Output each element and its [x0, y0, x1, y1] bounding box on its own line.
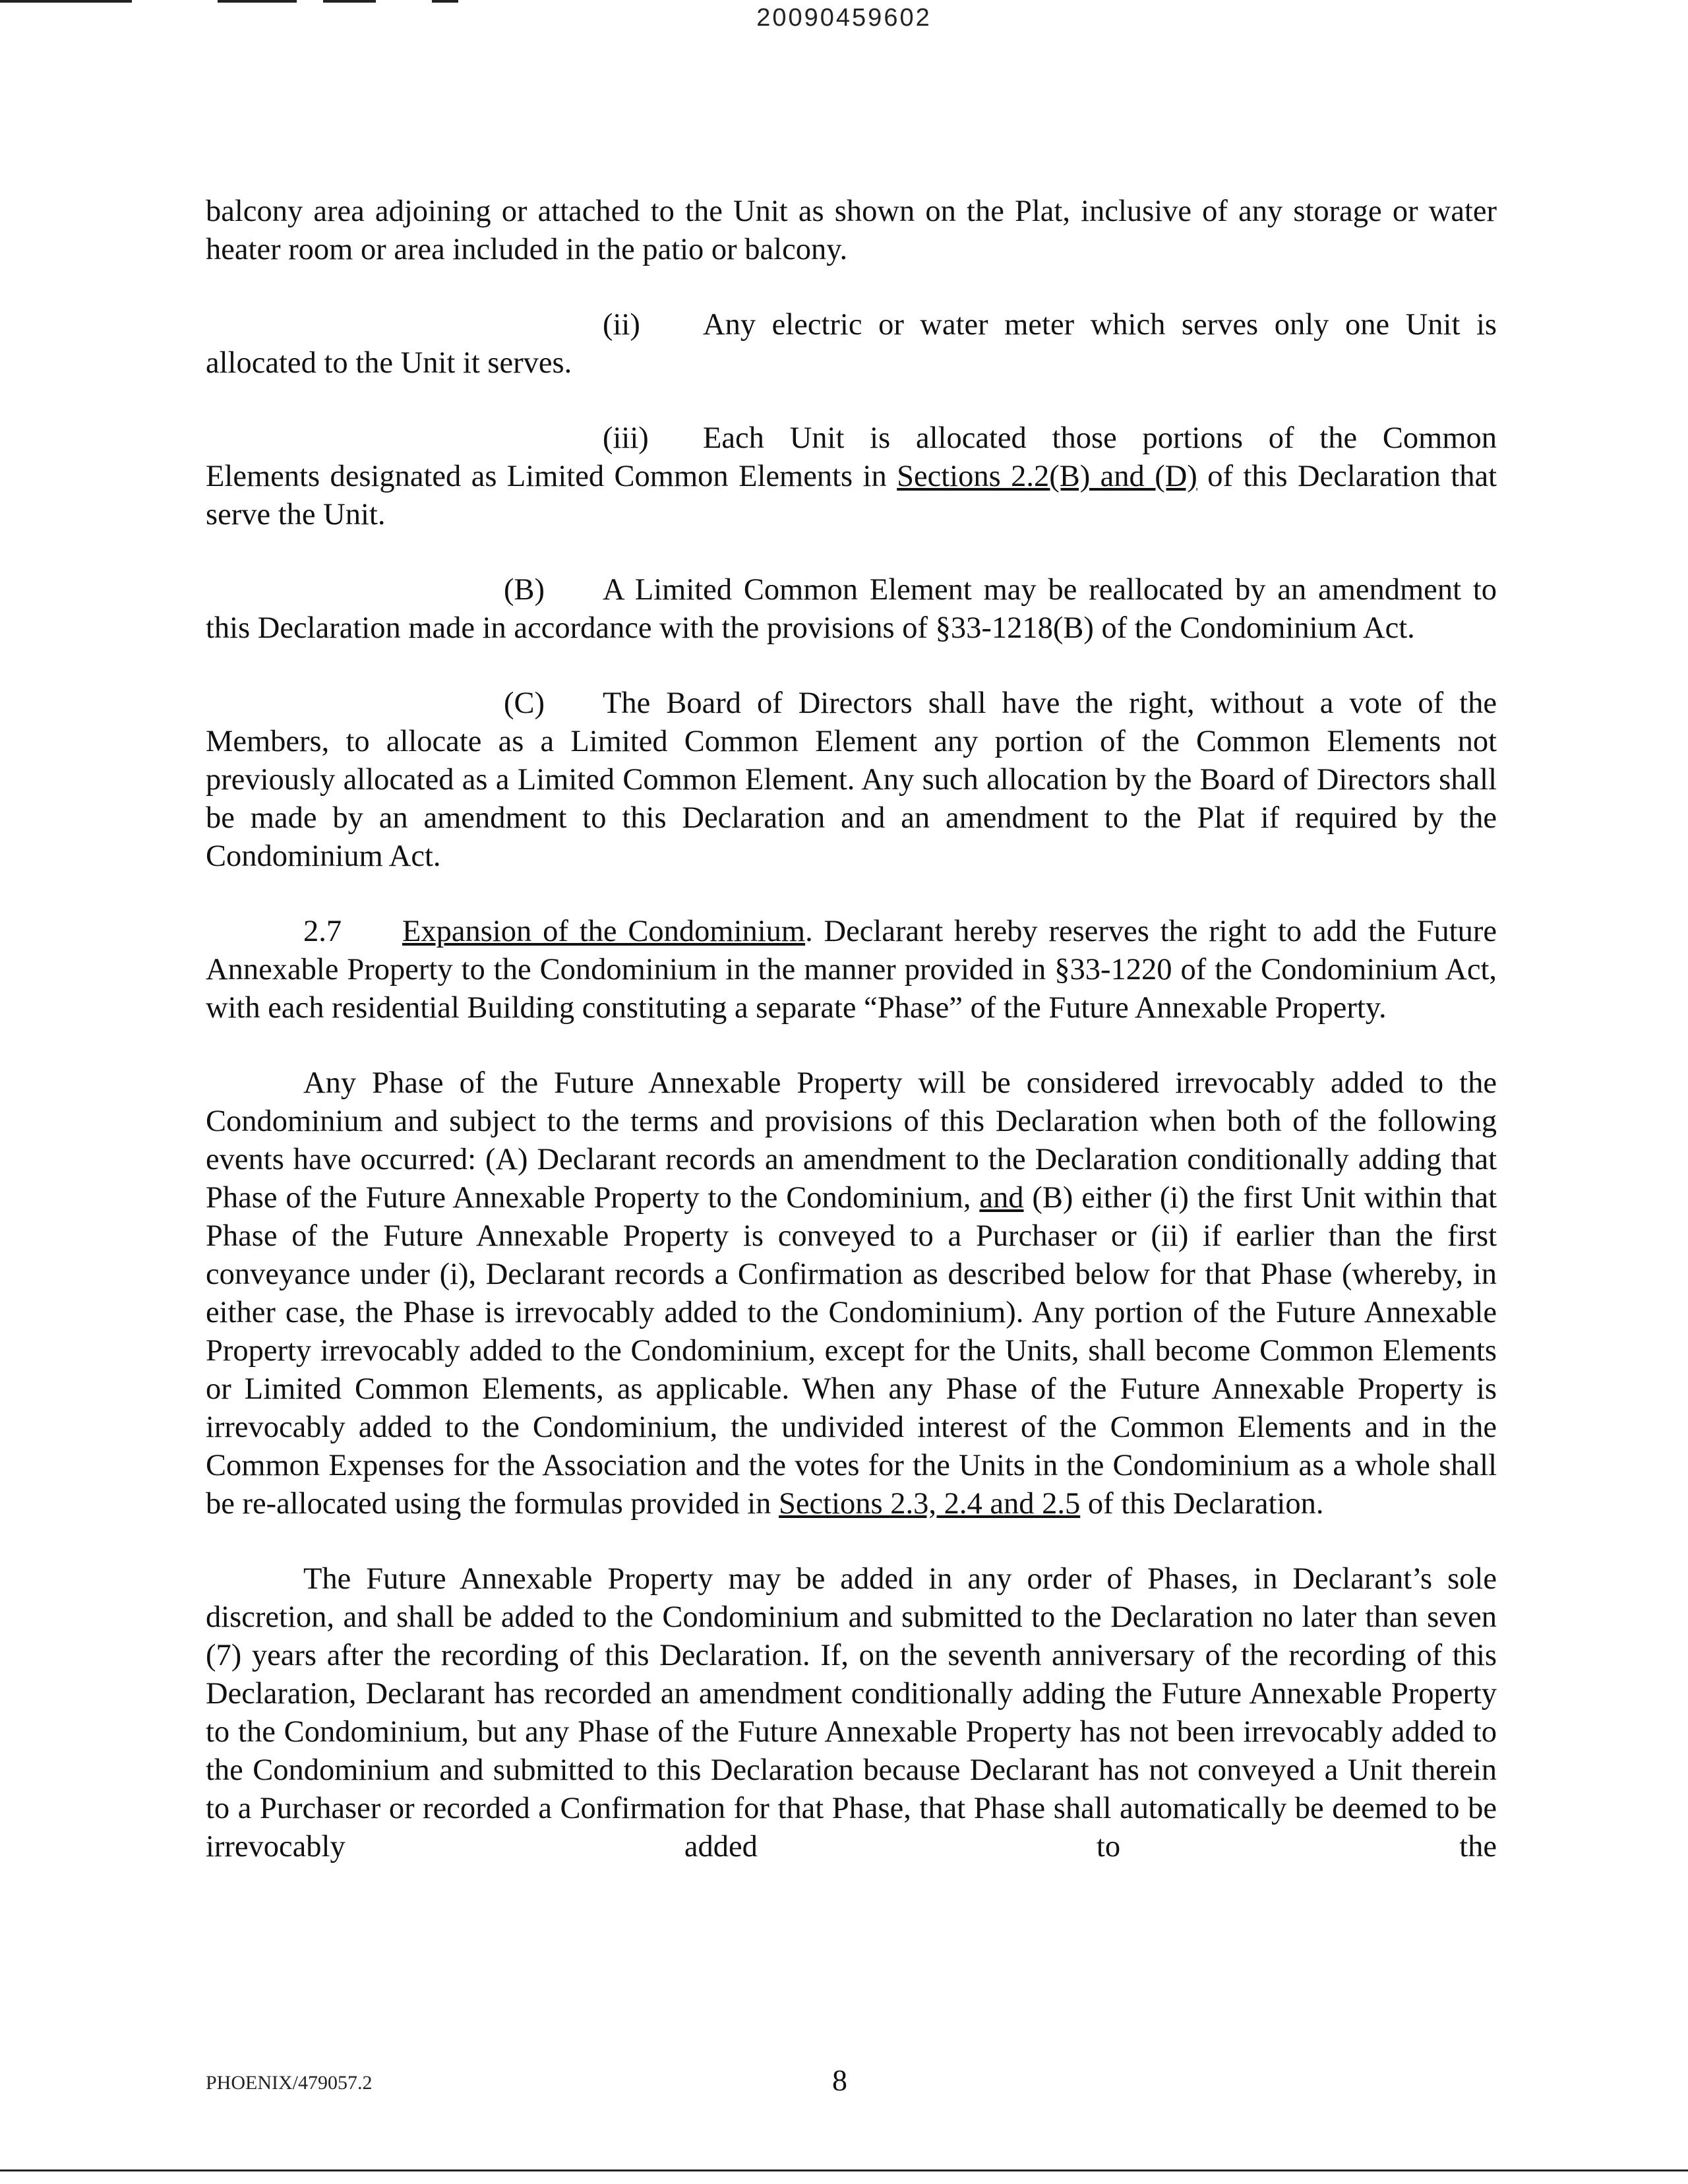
paragraph-b-text: A Limited Common Element may be reallocated by an amendment to this Declaration made in accordance with the provisions of §33-1218(B) of the Condominium Act.: [206, 573, 1497, 645]
sections-reference-2-2: Sections 2.2(B) and (D): [897, 460, 1197, 493]
header-rule-2: [218, 0, 297, 3]
marker-b: (B): [504, 573, 545, 607]
paragraph-c: [206, 684, 1497, 876]
paragraph-order-text: The Future Annexable Property may be added in any order of Phases, in Declarant’s sole discretion, and shall be added to the Condominium and submitted to the Declaration no later than seven (7) years after the recording of this Declaration. If, on the seventh anniversary of the recording of this Declaration, Declarant has recorded an amendment conditionally adding the Future Annexable Property to the Condominium, but any Phase of the Future Annexable Property has not been irrevocably added to the Condominium and submitted to this Declaration because Declarant has not conveyed a Unit therein to a Purchaser or recorded a Confirmation for that Phase, that Phase shall automatically be deemed to be irrevocably added to the: [206, 1562, 1497, 1864]
paragraph-phase-added-part-a: Any Phase of the Future Annexable Property will be considered irrevocably added to the Condominium and subject to the terms and provisions of this Declaration when both of the following events have occurred: (A) Declarant records an amendment to the Declaration conditionally adding that Phase of the Future Annexable Property to the Condominium,: [206, 1066, 1497, 1215]
header-rule-1: [0, 0, 132, 3]
paragraph-iii-text: Each Unit is allocated those portions of the Common: [703, 421, 1497, 455]
marker-iii: (iii): [603, 421, 649, 455]
footer-document-id: PHOENIX/479057.2: [206, 2072, 373, 2094]
page-number: 8: [832, 2063, 847, 2097]
paragraph-iii-part-b: of this Declaration that serve the Unit.: [206, 460, 1497, 531]
document-number: 20090459602: [756, 4, 932, 32]
header-rule-3: [323, 0, 376, 3]
section-heading: Expansion of the Condominium: [402, 915, 806, 948]
marker-c: (C): [504, 686, 545, 720]
marker-ii: (ii): [603, 308, 640, 342]
and-emphasis: and: [979, 1181, 1024, 1215]
section-number: 2.7: [303, 915, 342, 948]
paragraph-phase-added: [206, 1064, 1497, 1523]
paragraph-iii: [206, 419, 1497, 534]
paragraph-ii: [206, 306, 1497, 382]
paragraph-phase-added-part-b: (B) either (i) the first Unit within that Phase of the Future Annexable Property is conveyed to a Purchaser or (ii) if earlier than the first conveyance under (i), Declarant records a Confirmation as described below for that Phase (whereby, in either case, the Phase is irrevocably added to the Condominium). Any portion of the Future Annexable Property irrevocably added to the Condominium, except for the Units, shall become Common Elements or Limited Common Elements, as applicable. When any Phase of the Future Annexable Property is irrevocably added to the Condominium, the undivided interest of the Common Elements and in the Common Expenses for the Association and the votes for the Units in the Condominium as a whole shall be re-allocated using the formulas provided in: [206, 1181, 1497, 1521]
sections-reference-2-3: Sections 2.3, 2.4 and 2.5: [779, 1487, 1081, 1521]
header-rule-4: [432, 0, 458, 3]
paragraph-b: [206, 571, 1497, 648]
paragraph-ii-continuation: allocated to the Unit it serves.: [206, 346, 572, 380]
section-2-7: [206, 913, 1497, 1027]
paragraph-iii-part-a: Elements designated as Limited Common Elements in: [206, 460, 897, 493]
paragraph-balcony: balcony area adjoining or attached to the Unit as shown on the Plat, inclusive of any storage or water heater room or area included in the patio or balcony.: [206, 195, 1497, 266]
section-2-7-text: . Declarant hereby reserves the right to add the Future Annexable Property to the Condominium in the manner provided in §33-1220 of the Condominium Act, with each residential Building constituting a separate “Phase” of the Future Annexable Property.: [206, 915, 1497, 1025]
paragraph-phase-added-part-c: of this Declaration.: [1080, 1487, 1324, 1521]
paragraph-ii-text: Any electric or water meter which serves only one Unit is: [703, 308, 1497, 342]
paragraph-order-of-phases: [206, 1560, 1497, 1866]
footer-rule: [0, 2169, 1688, 2171]
paragraph-c-text: The Board of Directors shall have the right, without a vote of the Members, to allocate as a Limited Common Element any portion of the Common Elements not previously allocated as a Limited Common Element. Any such allocation by the Board of Directors shall be made by an amendment to this Declaration and an amendment to the Plat if required by the Condominium Act.: [206, 686, 1497, 873]
page-body: [206, 193, 1497, 1903]
